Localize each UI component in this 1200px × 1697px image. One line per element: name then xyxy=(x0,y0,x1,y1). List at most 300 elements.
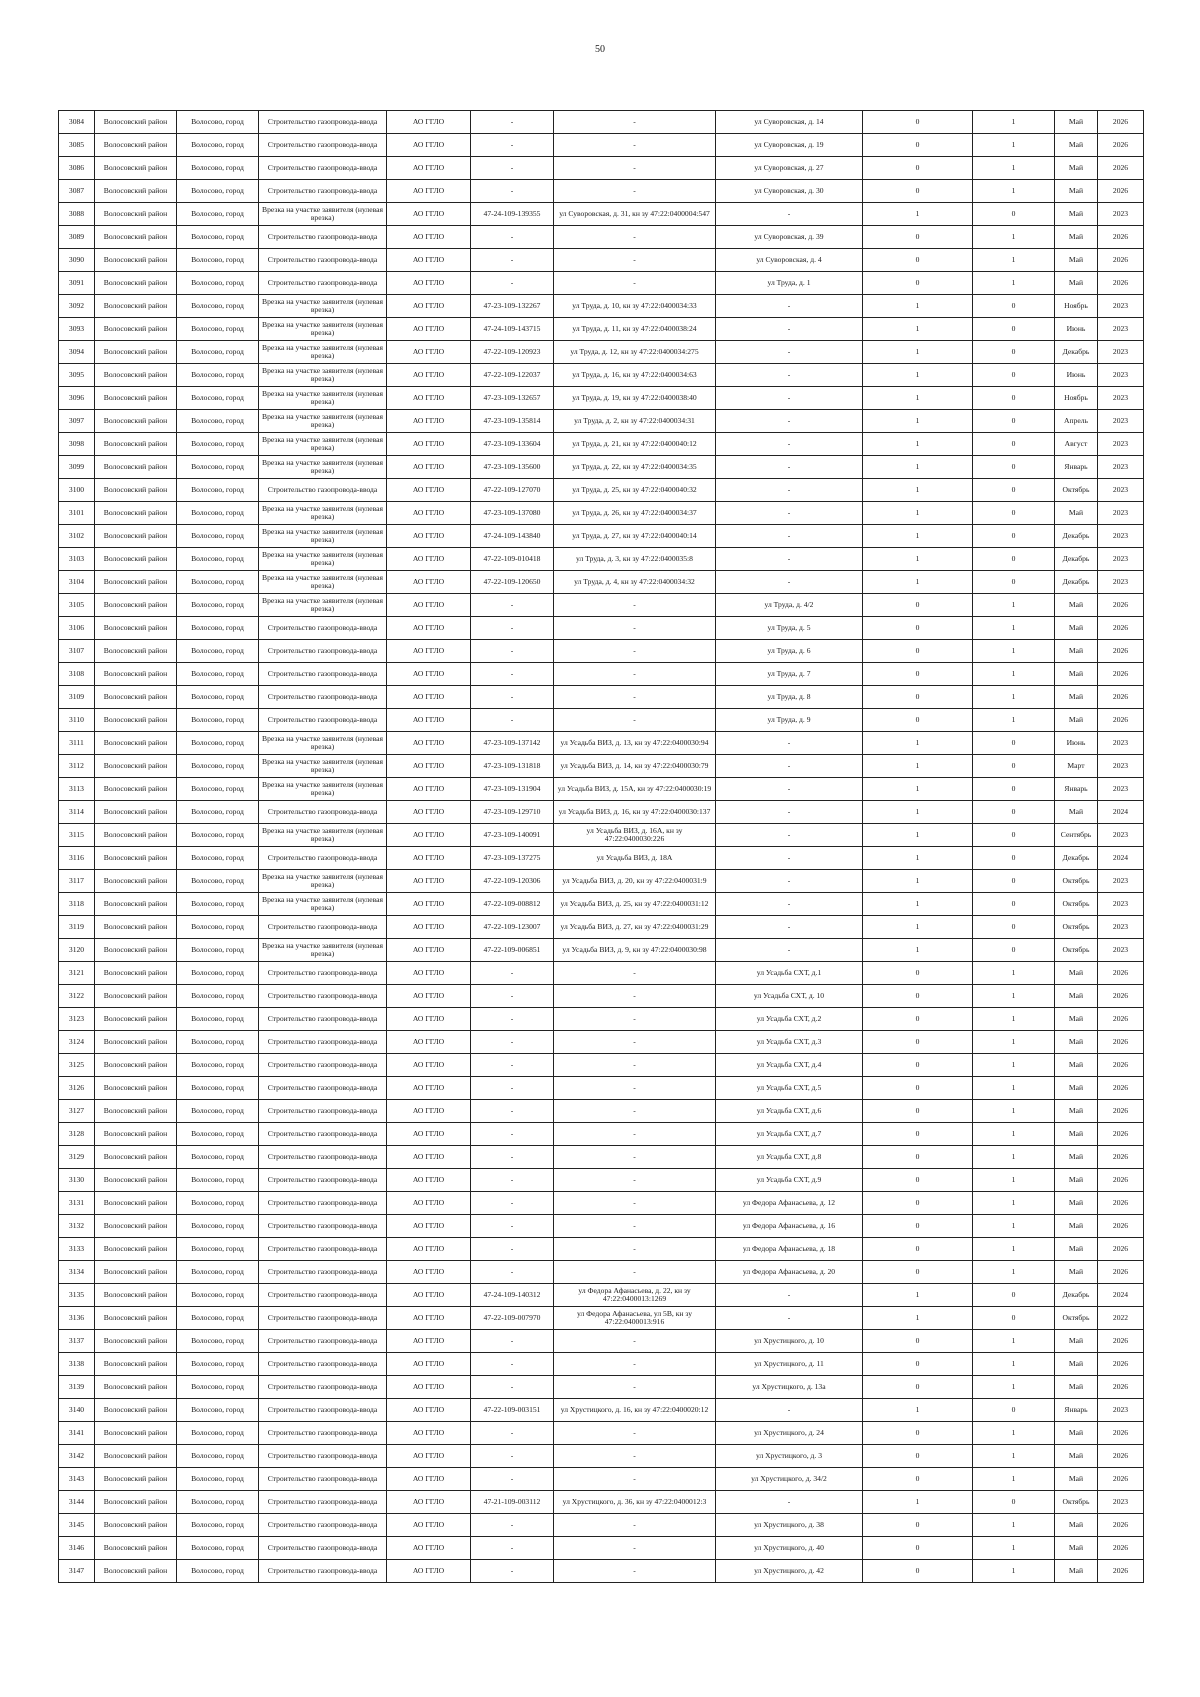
year-cell: 2026 xyxy=(1098,249,1144,272)
count-b-cell: 1 xyxy=(973,1054,1055,1077)
cadastral-address-cell: - xyxy=(554,1330,716,1353)
count-b-cell: 0 xyxy=(973,1284,1055,1307)
month-cell: Май xyxy=(1055,663,1098,686)
count-b-cell: 1 xyxy=(973,686,1055,709)
table-row xyxy=(59,640,1144,663)
year-cell: 2026 xyxy=(1098,1330,1144,1353)
count-b-cell: 1 xyxy=(973,1123,1055,1146)
page-number: 50 xyxy=(595,44,605,55)
work-type-cell: Строительство газопровода-ввода xyxy=(259,709,387,732)
address-cell: - xyxy=(716,778,863,801)
table-row xyxy=(59,318,1144,341)
month-cell: Май xyxy=(1055,1537,1098,1560)
count-a-cell: 0 xyxy=(863,594,973,617)
month-cell: Май xyxy=(1055,1514,1098,1537)
district-cell: Волосовский район xyxy=(95,594,177,617)
row-number-cell: 3091 xyxy=(59,272,95,295)
year-cell: 2026 xyxy=(1098,1560,1144,1583)
application-number-cell: - xyxy=(471,1468,554,1491)
row-number-cell: 3102 xyxy=(59,525,95,548)
cadastral-address-cell: - xyxy=(554,709,716,732)
month-cell: Июнь xyxy=(1055,318,1098,341)
count-b-cell: 1 xyxy=(973,1192,1055,1215)
work-type-cell: Строительство газопровода-ввода xyxy=(259,801,387,824)
organization-cell: АО ГГЛО xyxy=(387,709,471,732)
application-number-cell: - xyxy=(471,1376,554,1399)
row-number-cell: 3117 xyxy=(59,870,95,893)
work-type-cell: Строительство газопровода-ввода xyxy=(259,1445,387,1468)
district-cell: Волосовский район xyxy=(95,410,177,433)
row-number-cell: 3101 xyxy=(59,502,95,525)
row-number-cell: 3119 xyxy=(59,916,95,939)
count-b-cell: 0 xyxy=(973,916,1055,939)
count-a-cell: 1 xyxy=(863,410,973,433)
settlement-cell: Волосово, город xyxy=(177,1468,259,1491)
address-cell: ул Федора Афанасьева, д. 16 xyxy=(716,1215,863,1238)
address-cell: ул Хрустицкого, д. 38 xyxy=(716,1514,863,1537)
application-number-cell: 47-23-109-131818 xyxy=(471,755,554,778)
year-cell: 2023 xyxy=(1098,939,1144,962)
work-type-cell: Строительство газопровода-ввода xyxy=(259,1537,387,1560)
district-cell: Волосовский район xyxy=(95,1537,177,1560)
registry-body xyxy=(59,111,1144,1583)
organization-cell: АО ГГЛО xyxy=(387,640,471,663)
settlement-cell: Волосово, город xyxy=(177,1100,259,1123)
table-row xyxy=(59,1261,1144,1284)
organization-cell: АО ГГЛО xyxy=(387,226,471,249)
cadastral-address-cell: - xyxy=(554,1261,716,1284)
settlement-cell: Волосово, город xyxy=(177,916,259,939)
row-number-cell: 3096 xyxy=(59,387,95,410)
district-cell: Волосовский район xyxy=(95,801,177,824)
month-cell: Май xyxy=(1055,594,1098,617)
count-b-cell: 0 xyxy=(973,571,1055,594)
count-a-cell: 0 xyxy=(863,1192,973,1215)
row-number-cell: 3108 xyxy=(59,663,95,686)
month-cell: Июнь xyxy=(1055,364,1098,387)
settlement-cell: Волосово, город xyxy=(177,479,259,502)
address-cell: - xyxy=(716,479,863,502)
district-cell: Волосовский район xyxy=(95,916,177,939)
district-cell: Волосовский район xyxy=(95,1031,177,1054)
settlement-cell: Волосово, город xyxy=(177,709,259,732)
organization-cell: АО ГГЛО xyxy=(387,1422,471,1445)
settlement-cell: Волосово, город xyxy=(177,1238,259,1261)
district-cell: Волосовский район xyxy=(95,1491,177,1514)
organization-cell: АО ГГЛО xyxy=(387,111,471,134)
table-row xyxy=(59,157,1144,180)
count-b-cell: 0 xyxy=(973,410,1055,433)
year-cell: 2026 xyxy=(1098,1422,1144,1445)
application-number-cell: 47-24-109-139355 xyxy=(471,203,554,226)
table-row xyxy=(59,778,1144,801)
year-cell: 2024 xyxy=(1098,847,1144,870)
work-type-cell: Строительство газопровода-ввода xyxy=(259,1376,387,1399)
count-b-cell: 0 xyxy=(973,870,1055,893)
address-cell: ул Усадьба СХТ, д.3 xyxy=(716,1031,863,1054)
application-number-cell: 47-23-109-137142 xyxy=(471,732,554,755)
year-cell: 2023 xyxy=(1098,824,1144,847)
organization-cell: АО ГГЛО xyxy=(387,778,471,801)
district-cell: Волосовский район xyxy=(95,1560,177,1583)
count-b-cell: 0 xyxy=(973,1307,1055,1330)
table-row xyxy=(59,1100,1144,1123)
count-a-cell: 0 xyxy=(863,985,973,1008)
district-cell: Волосовский район xyxy=(95,1284,177,1307)
application-number-cell: 47-22-109-120650 xyxy=(471,571,554,594)
count-b-cell: 1 xyxy=(973,1422,1055,1445)
organization-cell: АО ГГЛО xyxy=(387,663,471,686)
district-cell: Волосовский район xyxy=(95,640,177,663)
table-row xyxy=(59,1169,1144,1192)
cadastral-address-cell: ул Федора Афанасьева, д. 22, кн зу 47:22:0400013:1269 xyxy=(554,1284,716,1307)
month-cell: Январь xyxy=(1055,1399,1098,1422)
month-cell: Май xyxy=(1055,157,1098,180)
district-cell: Волосовский район xyxy=(95,1008,177,1031)
district-cell: Волосовский район xyxy=(95,1468,177,1491)
cadastral-address-cell: - xyxy=(554,1238,716,1261)
count-a-cell: 0 xyxy=(863,1238,973,1261)
cadastral-address-cell: - xyxy=(554,1123,716,1146)
district-cell: Волосовский район xyxy=(95,1330,177,1353)
settlement-cell: Волосово, город xyxy=(177,525,259,548)
cadastral-address-cell: - xyxy=(554,180,716,203)
row-number-cell: 3084 xyxy=(59,111,95,134)
count-b-cell: 0 xyxy=(973,824,1055,847)
organization-cell: АО ГГЛО xyxy=(387,525,471,548)
count-a-cell: 0 xyxy=(863,1330,973,1353)
cadastral-address-cell: - xyxy=(554,272,716,295)
table-row xyxy=(59,617,1144,640)
organization-cell: АО ГГЛО xyxy=(387,801,471,824)
count-a-cell: 1 xyxy=(863,502,973,525)
row-number-cell: 3111 xyxy=(59,732,95,755)
district-cell: Волосовский район xyxy=(95,111,177,134)
application-number-cell: - xyxy=(471,1008,554,1031)
district-cell: Волосовский район xyxy=(95,157,177,180)
application-number-cell: 47-23-109-129710 xyxy=(471,801,554,824)
month-cell: Декабрь xyxy=(1055,847,1098,870)
district-cell: Волосовский район xyxy=(95,249,177,272)
organization-cell: АО ГГЛО xyxy=(387,318,471,341)
year-cell: 2023 xyxy=(1098,502,1144,525)
work-type-cell: Строительство газопровода-ввода xyxy=(259,617,387,640)
count-b-cell: 1 xyxy=(973,1445,1055,1468)
count-b-cell: 1 xyxy=(973,111,1055,134)
cadastral-address-cell: ул Труда, д. 25, кн зу 47:22:0400040:32 xyxy=(554,479,716,502)
organization-cell: АО ГГЛО xyxy=(387,1008,471,1031)
month-cell: Март xyxy=(1055,755,1098,778)
year-cell: 2026 xyxy=(1098,1031,1144,1054)
work-type-cell: Врезка на участке заявителя (нулевая врезка) xyxy=(259,456,387,479)
year-cell: 2026 xyxy=(1098,272,1144,295)
address-cell: - xyxy=(716,1307,863,1330)
settlement-cell: Волосово, город xyxy=(177,410,259,433)
count-b-cell: 1 xyxy=(973,1238,1055,1261)
work-type-cell: Строительство газопровода-ввода xyxy=(259,1008,387,1031)
month-cell: Октябрь xyxy=(1055,939,1098,962)
work-type-cell: Врезка на участке заявителя (нулевая врезка) xyxy=(259,870,387,893)
work-type-cell: Строительство газопровода-ввода xyxy=(259,226,387,249)
address-cell: - xyxy=(716,801,863,824)
month-cell: Май xyxy=(1055,1376,1098,1399)
count-a-cell: 1 xyxy=(863,1399,973,1422)
settlement-cell: Волосово, город xyxy=(177,1422,259,1445)
row-number-cell: 3136 xyxy=(59,1307,95,1330)
district-cell: Волосовский район xyxy=(95,387,177,410)
count-b-cell: 0 xyxy=(973,778,1055,801)
settlement-cell: Волосово, город xyxy=(177,364,259,387)
application-number-cell: - xyxy=(471,1077,554,1100)
count-b-cell: 1 xyxy=(973,272,1055,295)
cadastral-address-cell: - xyxy=(554,686,716,709)
application-number-cell: - xyxy=(471,1215,554,1238)
address-cell: - xyxy=(716,1399,863,1422)
count-a-cell: 0 xyxy=(863,1169,973,1192)
application-number-cell: - xyxy=(471,1123,554,1146)
district-cell: Волосовский район xyxy=(95,1261,177,1284)
year-cell: 2026 xyxy=(1098,640,1144,663)
cadastral-address-cell: - xyxy=(554,1215,716,1238)
district-cell: Волосовский район xyxy=(95,1169,177,1192)
table-row xyxy=(59,1192,1144,1215)
district-cell: Волосовский район xyxy=(95,479,177,502)
cadastral-address-cell: ул Труда, д. 11, кн зу 47:22:0400038:24 xyxy=(554,318,716,341)
address-cell: - xyxy=(716,824,863,847)
table-row xyxy=(59,295,1144,318)
application-number-cell: 47-22-109-008812 xyxy=(471,893,554,916)
application-number-cell: 47-23-109-131904 xyxy=(471,778,554,801)
application-number-cell: - xyxy=(471,1445,554,1468)
work-type-cell: Врезка на участке заявителя (нулевая врезка) xyxy=(259,824,387,847)
count-a-cell: 1 xyxy=(863,548,973,571)
count-b-cell: 1 xyxy=(973,1077,1055,1100)
district-cell: Волосовский район xyxy=(95,525,177,548)
settlement-cell: Волосово, город xyxy=(177,1215,259,1238)
cadastral-address-cell: - xyxy=(554,1192,716,1215)
table-row xyxy=(59,203,1144,226)
month-cell: Май xyxy=(1055,1261,1098,1284)
cadastral-address-cell: - xyxy=(554,594,716,617)
row-number-cell: 3147 xyxy=(59,1560,95,1583)
organization-cell: АО ГГЛО xyxy=(387,1123,471,1146)
work-type-cell: Строительство газопровода-ввода xyxy=(259,1123,387,1146)
row-number-cell: 3146 xyxy=(59,1537,95,1560)
row-number-cell: 3099 xyxy=(59,456,95,479)
year-cell: 2026 xyxy=(1098,1376,1144,1399)
count-a-cell: 1 xyxy=(863,456,973,479)
row-number-cell: 3133 xyxy=(59,1238,95,1261)
work-type-cell: Строительство газопровода-ввода xyxy=(259,640,387,663)
table-row xyxy=(59,1307,1144,1330)
address-cell: - xyxy=(716,318,863,341)
address-cell: - xyxy=(716,916,863,939)
address-cell: - xyxy=(716,870,863,893)
table-row xyxy=(59,1445,1144,1468)
organization-cell: АО ГГЛО xyxy=(387,1307,471,1330)
table-row xyxy=(59,1123,1144,1146)
count-a-cell: 0 xyxy=(863,686,973,709)
application-number-cell: - xyxy=(471,1560,554,1583)
cadastral-address-cell: - xyxy=(554,111,716,134)
organization-cell: АО ГГЛО xyxy=(387,295,471,318)
application-number-cell: 47-24-109-143840 xyxy=(471,525,554,548)
settlement-cell: Волосово, город xyxy=(177,755,259,778)
count-b-cell: 1 xyxy=(973,1031,1055,1054)
cadastral-address-cell: ул Усадьба ВИЗ, д. 15А, кн зу 47:22:0400030:19 xyxy=(554,778,716,801)
count-b-cell: 0 xyxy=(973,847,1055,870)
year-cell: 2024 xyxy=(1098,801,1144,824)
count-a-cell: 0 xyxy=(863,962,973,985)
table-row xyxy=(59,1215,1144,1238)
month-cell: Январь xyxy=(1055,456,1098,479)
row-number-cell: 3106 xyxy=(59,617,95,640)
count-b-cell: 1 xyxy=(973,962,1055,985)
table-row xyxy=(59,226,1144,249)
application-number-cell: 47-22-109-122037 xyxy=(471,364,554,387)
row-number-cell: 3090 xyxy=(59,249,95,272)
table-row xyxy=(59,663,1144,686)
cadastral-address-cell: - xyxy=(554,134,716,157)
row-number-cell: 3104 xyxy=(59,571,95,594)
count-a-cell: 0 xyxy=(863,226,973,249)
count-b-cell: 0 xyxy=(973,1491,1055,1514)
year-cell: 2026 xyxy=(1098,157,1144,180)
month-cell: Октябрь xyxy=(1055,1491,1098,1514)
settlement-cell: Волосово, город xyxy=(177,571,259,594)
month-cell: Декабрь xyxy=(1055,548,1098,571)
count-a-cell: 0 xyxy=(863,1514,973,1537)
count-a-cell: 0 xyxy=(863,1215,973,1238)
organization-cell: АО ГГЛО xyxy=(387,732,471,755)
row-number-cell: 3095 xyxy=(59,364,95,387)
row-number-cell: 3094 xyxy=(59,341,95,364)
year-cell: 2026 xyxy=(1098,111,1144,134)
month-cell: Май xyxy=(1055,180,1098,203)
work-type-cell: Строительство газопровода-ввода xyxy=(259,663,387,686)
table-row xyxy=(59,709,1144,732)
month-cell: Май xyxy=(1055,1560,1098,1583)
application-number-cell: 47-22-109-123007 xyxy=(471,916,554,939)
year-cell: 2026 xyxy=(1098,1146,1144,1169)
count-a-cell: 1 xyxy=(863,732,973,755)
application-number-cell: 47-24-109-143715 xyxy=(471,318,554,341)
month-cell: Ноябрь xyxy=(1055,387,1098,410)
count-a-cell: 1 xyxy=(863,870,973,893)
settlement-cell: Волосово, город xyxy=(177,1537,259,1560)
cadastral-address-cell: ул Усадьба ВИЗ, д. 13, кн зу 47:22:0400030:94 xyxy=(554,732,716,755)
cadastral-address-cell: ул Федора Афанасьева, ул 5В, кн зу 47:22:0400013:916 xyxy=(554,1307,716,1330)
table-row xyxy=(59,916,1144,939)
month-cell: Май xyxy=(1055,1008,1098,1031)
row-number-cell: 3126 xyxy=(59,1077,95,1100)
row-number-cell: 3114 xyxy=(59,801,95,824)
count-a-cell: 0 xyxy=(863,134,973,157)
district-cell: Волосовский район xyxy=(95,778,177,801)
cadastral-address-cell: - xyxy=(554,617,716,640)
district-cell: Волосовский район xyxy=(95,1376,177,1399)
year-cell: 2026 xyxy=(1098,686,1144,709)
district-cell: Волосовский район xyxy=(95,134,177,157)
count-a-cell: 1 xyxy=(863,525,973,548)
work-type-cell: Строительство газопровода-ввода xyxy=(259,1468,387,1491)
address-cell: ул Суворовская, д. 19 xyxy=(716,134,863,157)
application-number-cell: - xyxy=(471,1192,554,1215)
application-number-cell: - xyxy=(471,663,554,686)
organization-cell: АО ГГЛО xyxy=(387,1054,471,1077)
cadastral-address-cell: - xyxy=(554,1054,716,1077)
organization-cell: АО ГГЛО xyxy=(387,1445,471,1468)
month-cell: Май xyxy=(1055,1146,1098,1169)
row-number-cell: 3131 xyxy=(59,1192,95,1215)
count-b-cell: 1 xyxy=(973,594,1055,617)
work-type-cell: Строительство газопровода-ввода xyxy=(259,1399,387,1422)
table-row xyxy=(59,1537,1144,1560)
count-a-cell: 0 xyxy=(863,1146,973,1169)
settlement-cell: Волосово, город xyxy=(177,1284,259,1307)
year-cell: 2026 xyxy=(1098,1353,1144,1376)
district-cell: Волосовский район xyxy=(95,709,177,732)
settlement-cell: Волосово, город xyxy=(177,801,259,824)
district-cell: Волосовский район xyxy=(95,1399,177,1422)
count-b-cell: 1 xyxy=(973,1560,1055,1583)
district-cell: Волосовский район xyxy=(95,1353,177,1376)
count-a-cell: 0 xyxy=(863,157,973,180)
application-number-cell: 47-22-109-120923 xyxy=(471,341,554,364)
address-cell: ул Труда, д. 9 xyxy=(716,709,863,732)
count-b-cell: 1 xyxy=(973,180,1055,203)
application-number-cell: 47-22-109-120306 xyxy=(471,870,554,893)
district-cell: Волосовский район xyxy=(95,1445,177,1468)
work-type-cell: Строительство газопровода-ввода xyxy=(259,1100,387,1123)
month-cell: Май xyxy=(1055,226,1098,249)
row-number-cell: 3113 xyxy=(59,778,95,801)
address-cell: - xyxy=(716,364,863,387)
count-b-cell: 0 xyxy=(973,548,1055,571)
organization-cell: АО ГГЛО xyxy=(387,985,471,1008)
row-number-cell: 3107 xyxy=(59,640,95,663)
table-row xyxy=(59,433,1144,456)
work-type-cell: Врезка на участке заявителя (нулевая врезка) xyxy=(259,502,387,525)
application-number-cell: - xyxy=(471,111,554,134)
table-row xyxy=(59,824,1144,847)
count-a-cell: 0 xyxy=(863,272,973,295)
count-a-cell: 0 xyxy=(863,1077,973,1100)
settlement-cell: Волосово, город xyxy=(177,778,259,801)
table-row xyxy=(59,1238,1144,1261)
organization-cell: АО ГГЛО xyxy=(387,1215,471,1238)
count-b-cell: 1 xyxy=(973,1353,1055,1376)
application-number-cell: - xyxy=(471,1031,554,1054)
work-type-cell: Врезка на участке заявителя (нулевая врезка) xyxy=(259,732,387,755)
row-number-cell: 3128 xyxy=(59,1123,95,1146)
organization-cell: АО ГГЛО xyxy=(387,893,471,916)
month-cell: Октябрь xyxy=(1055,870,1098,893)
month-cell: Октябрь xyxy=(1055,916,1098,939)
count-a-cell: 0 xyxy=(863,663,973,686)
address-cell: ул Суворовская, д. 27 xyxy=(716,157,863,180)
month-cell: Май xyxy=(1055,801,1098,824)
address-cell: ул Усадьба СХТ, д.4 xyxy=(716,1054,863,1077)
month-cell: Июнь xyxy=(1055,732,1098,755)
application-number-cell: - xyxy=(471,1422,554,1445)
work-type-cell: Врезка на участке заявителя (нулевая врезка) xyxy=(259,548,387,571)
work-type-cell: Строительство газопровода-ввода xyxy=(259,1077,387,1100)
table-row xyxy=(59,479,1144,502)
count-a-cell: 0 xyxy=(863,249,973,272)
district-cell: Волосовский район xyxy=(95,985,177,1008)
work-type-cell: Строительство газопровода-ввода xyxy=(259,1353,387,1376)
